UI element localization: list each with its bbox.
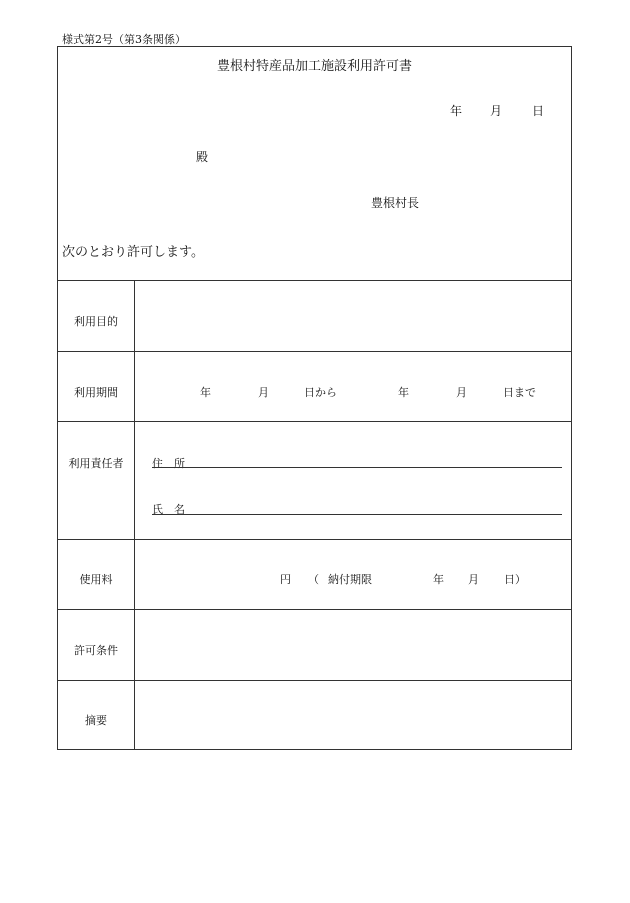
deadline-month: 月 [468,573,479,586]
address-field[interactable] [152,467,562,468]
fee-yen-unit: 円 [280,573,291,586]
form-number-label: 様式第2号（第3条関係） [62,33,186,46]
fee-label: 使用料 [79,573,113,586]
period-from-day: 日から [304,386,337,399]
period-to-month: 月 [456,386,467,399]
addressee-suffix: 殿 [196,150,209,164]
document-title: 豊根村特産品加工施設利用許可書 [216,59,412,74]
period-from-month: 月 [258,386,269,399]
permit-conditions-label: 許可条件 [74,644,118,657]
period-to-year: 年 [398,386,409,399]
period-from-year: 年 [200,386,211,399]
period-to-day: 日まで [503,386,536,399]
name-field[interactable] [152,514,562,515]
label-column-divider [134,280,135,749]
deadline-day: 日） [504,573,526,586]
issue-day-label: 日 [532,104,545,118]
fee-open-paren: （ [308,573,319,586]
issue-year-label: 年 [450,104,463,118]
address-label: 住 所 [152,457,185,470]
permission-statement: 次のとおり許可します。 [62,245,204,260]
responsible-person-label: 利用責任者 [68,457,124,470]
permit-form [57,46,572,750]
payment-deadline-label: 納付期限 [328,573,372,586]
remarks-label: 摘要 [85,714,107,727]
period-label: 利用期間 [74,386,118,399]
issue-month-label: 月 [490,104,503,118]
deadline-year: 年 [433,573,444,586]
name-label: 氏 名 [152,503,185,516]
purpose-label: 利用目的 [74,315,118,328]
issuer-name: 豊根村長 [371,196,420,210]
